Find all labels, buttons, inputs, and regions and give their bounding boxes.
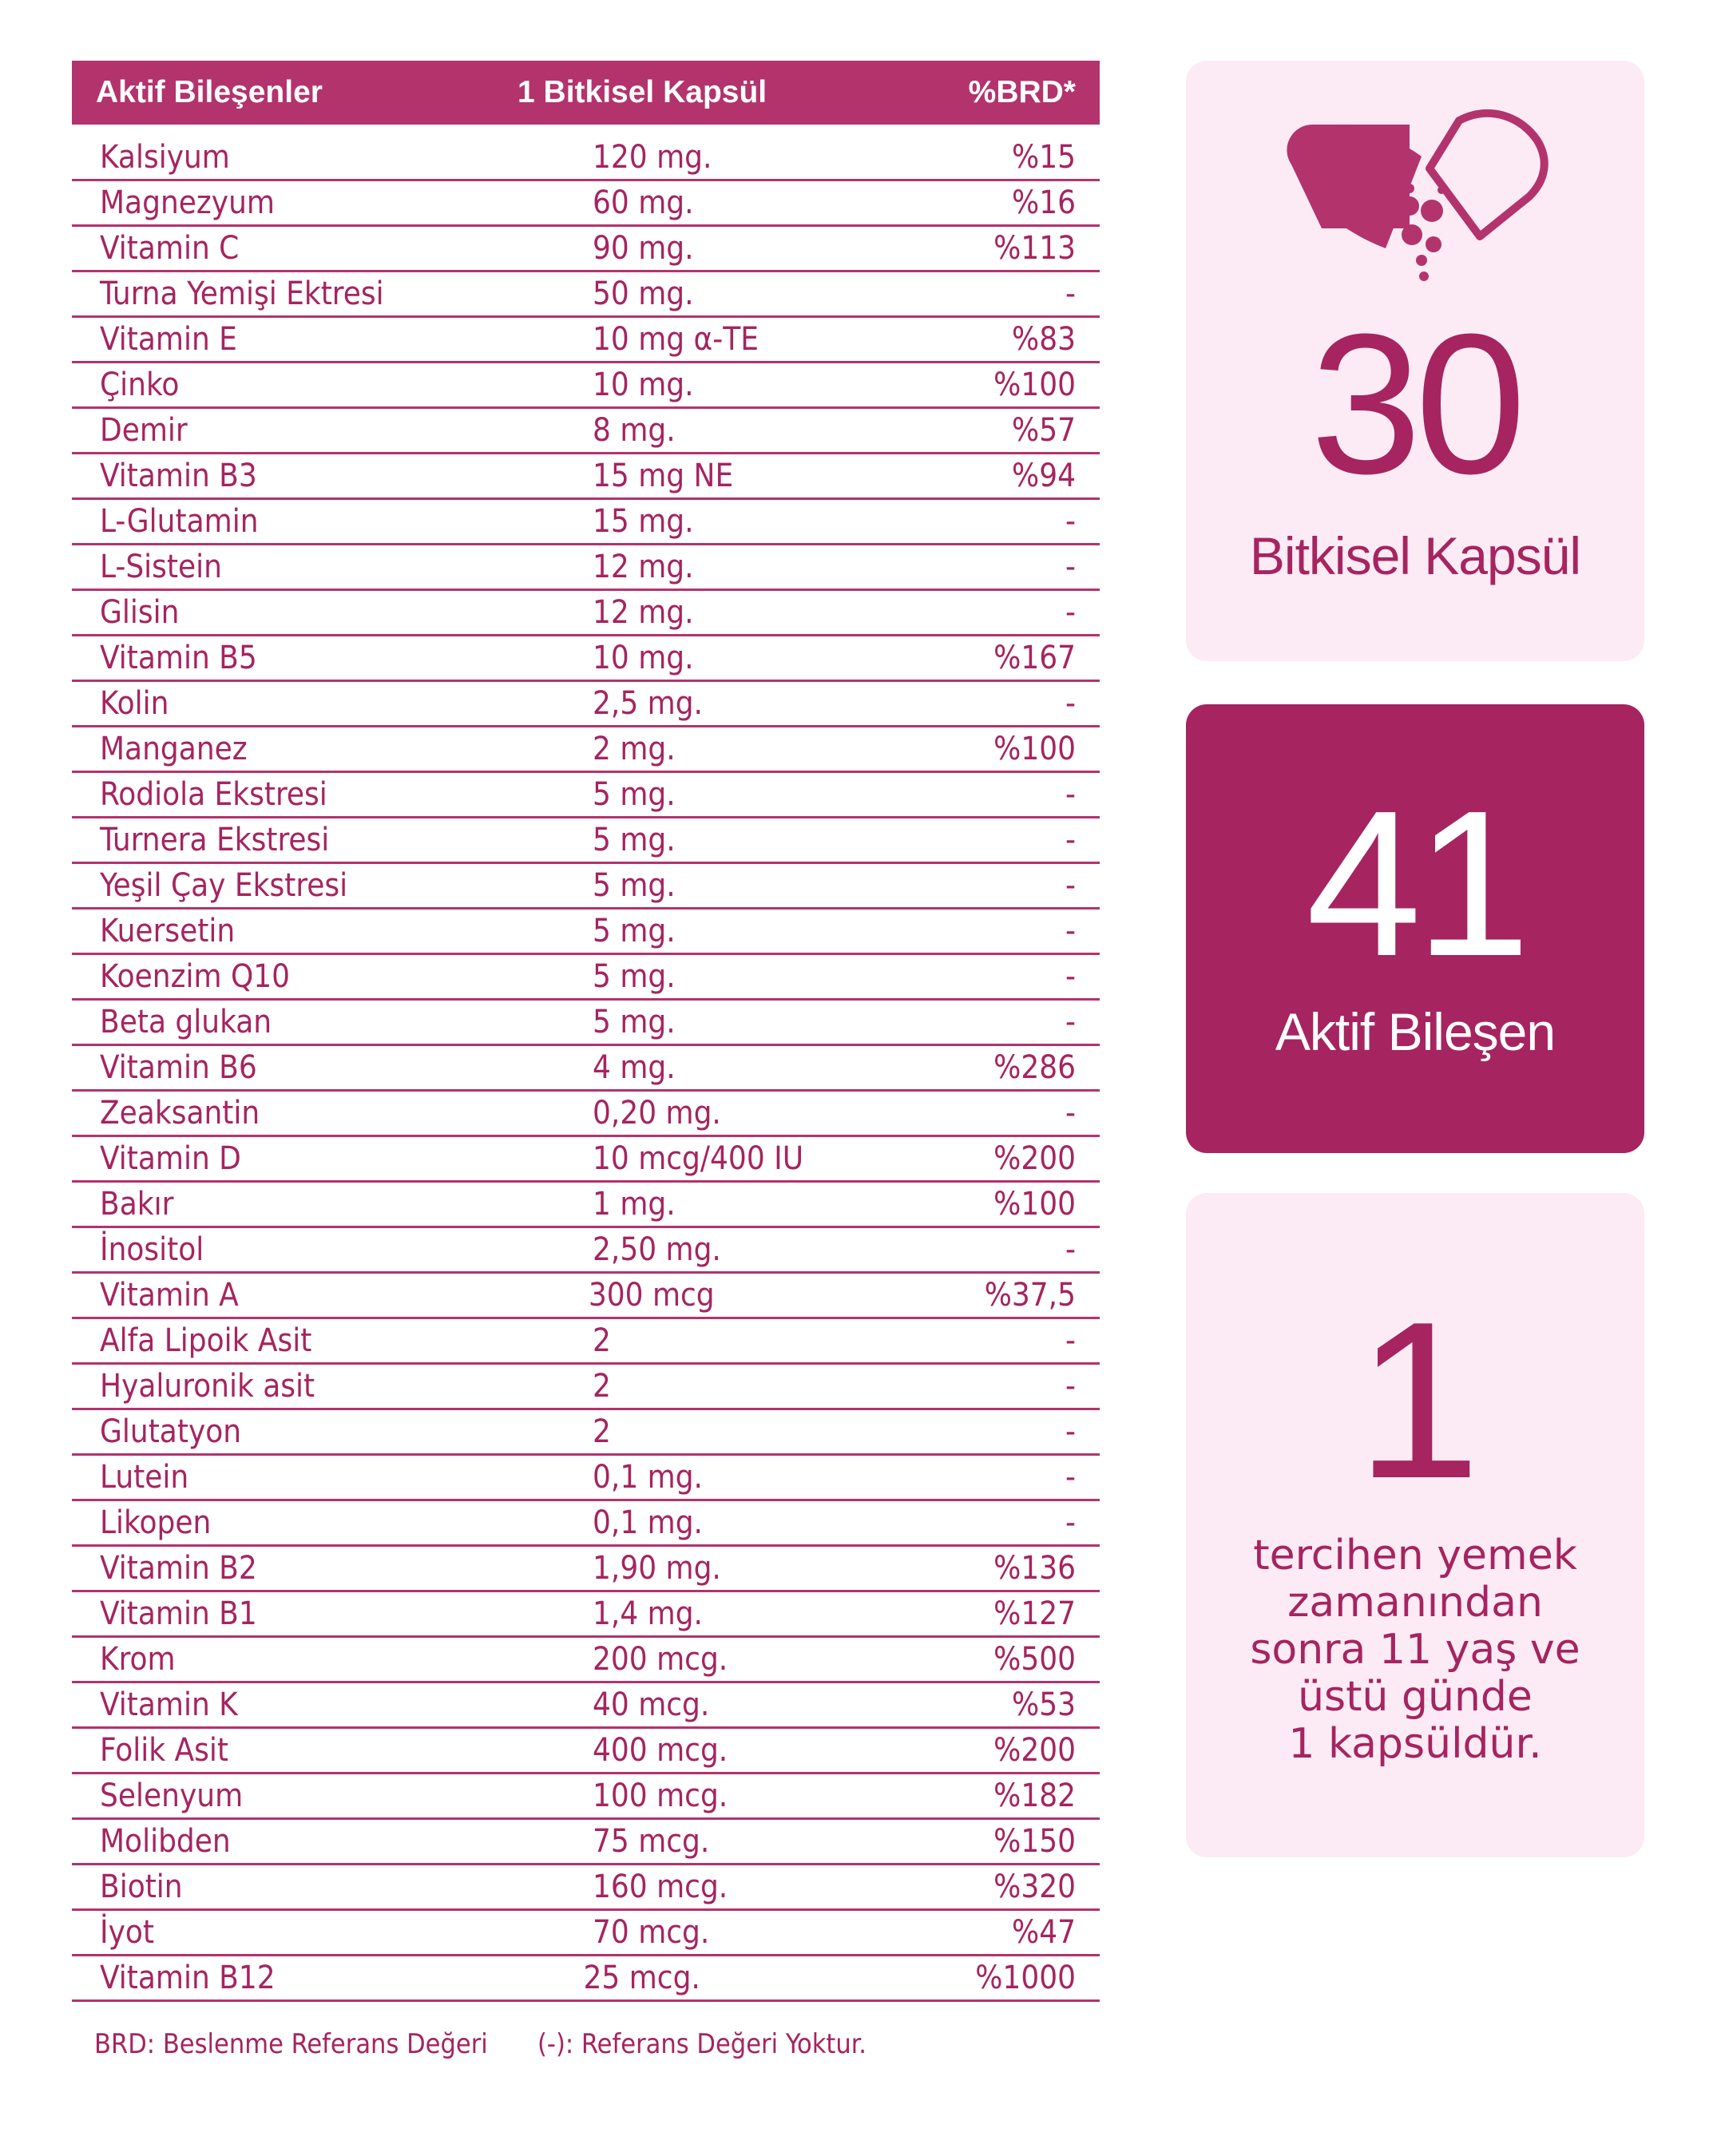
ingredient-brd: %37,5 [984, 1277, 1076, 1314]
ingredients-table [72, 61, 1100, 2002]
ingredient-name: Demir [100, 412, 188, 449]
dosage-line: zamanından [1287, 1579, 1543, 1627]
table-row [72, 682, 1100, 727]
ingredient-name: Kuersetin [100, 913, 236, 949]
table-row [72, 1729, 1100, 1774]
ingredient-brd: - [1065, 1459, 1076, 1496]
ingredient-brd: - [1065, 1413, 1076, 1450]
ingredient-brd: %100 [993, 367, 1076, 403]
ingredient-name: Kolin [100, 685, 169, 722]
ingredient-brd: - [1065, 1322, 1076, 1359]
table-row [72, 1319, 1100, 1365]
ingredient-brd: %150 [993, 1823, 1076, 1860]
ingredient-name: Beta glukan [100, 1004, 272, 1040]
table-row [72, 955, 1100, 1001]
ingredient-name: Vitamin A [100, 1277, 239, 1314]
table-row [72, 1410, 1100, 1456]
ingredient-brd: - [1065, 549, 1076, 585]
ingredient-name: Molibden [100, 1823, 231, 1860]
ingredient-name: Turna Yemişi Ektresi [100, 275, 384, 312]
footnote-dash: (-): Referans Değeri Yoktur. [537, 2028, 866, 2060]
table-row [72, 1001, 1100, 1046]
table-row [72, 1956, 1100, 2002]
ingredient-name: Lutein [100, 1459, 189, 1496]
ingredient-amount: 400 mcg. [593, 1732, 728, 1769]
dosage-text [1186, 1532, 1644, 1768]
table-row [72, 1774, 1100, 1820]
ingredient-name: Vitamin B3 [100, 458, 257, 494]
table-row [72, 272, 1100, 318]
ingredient-amount: 15 mg NE [593, 458, 734, 494]
ingredient-brd: %167 [993, 640, 1076, 676]
table-row [72, 1592, 1100, 1638]
table-row [72, 227, 1100, 272]
ingredient-label: Aktif Bileşen [1275, 1002, 1556, 1061]
ingredient-brd: %94 [1012, 458, 1076, 494]
table-row [72, 864, 1100, 910]
ingredient-name: Hyaluronik asit [100, 1368, 315, 1405]
ingredient-amount: 10 mg. [593, 367, 694, 403]
ingredient-brd: - [1065, 776, 1076, 813]
ingredient-brd: %100 [993, 731, 1076, 767]
ingredient-name: Çinko [100, 367, 180, 403]
table-row [72, 636, 1100, 682]
ingredient-amount: 5 mg. [593, 776, 676, 813]
ingredient-brd: - [1065, 1504, 1076, 1541]
ingredient-amount: 12 mg. [593, 594, 694, 631]
table-row [72, 591, 1100, 636]
ingredient-amount: 0,1 mg. [593, 1459, 703, 1496]
ingredient-brd: %113 [993, 230, 1076, 267]
ingredient-name: Zeaksantin [100, 1095, 260, 1132]
ingredient-name: Alfa Lipoik Asit [100, 1322, 312, 1359]
ingredient-brd: - [1065, 1231, 1076, 1268]
ingredient-count: 41 [1306, 768, 1525, 1000]
ingredient-brd: %57 [1012, 412, 1076, 449]
header-ingredient: Aktif Bileşenler [96, 75, 323, 109]
ingredient-brd: %286 [993, 1049, 1076, 1086]
table-header [72, 61, 1100, 125]
ingredient-amount: 5 mg. [593, 1004, 676, 1040]
table-row [72, 1638, 1100, 1683]
ingredient-name: Biotin [100, 1869, 183, 1905]
ingredient-brd: %100 [993, 1186, 1076, 1223]
dosage-count: 1 [1356, 1276, 1474, 1525]
ingredient-brd: - [1065, 867, 1076, 904]
ingredient-amount: 50 mg. [593, 275, 694, 312]
table-row [72, 363, 1100, 409]
ingredient-name: Folik Asit [100, 1732, 229, 1769]
table-row [72, 454, 1100, 500]
ingredient-brd: %15 [1012, 139, 1076, 176]
table-row [72, 1046, 1100, 1092]
ingredient-name: Rodiola Ekstresi [100, 776, 327, 813]
table-row [72, 545, 1100, 591]
capsule-label: Bitkisel Kapsül [1249, 526, 1581, 585]
dosage-line: tercihen yemek [1253, 1532, 1577, 1579]
table-row [72, 318, 1100, 363]
table-row [72, 1865, 1100, 1911]
table-row [72, 1456, 1100, 1501]
header-amount: 1 Bitkisel Kapsül [518, 75, 767, 109]
ingredient-brd: - [1065, 1095, 1076, 1132]
ingredient-amount: 40 mcg. [593, 1686, 710, 1723]
dosage-line: sonra 11 yaş ve [1250, 1626, 1580, 1674]
ingredient-brd: %200 [993, 1732, 1076, 1769]
ingredient-brd: %1000 [975, 1960, 1076, 1996]
ingredient-amount: 90 mg. [593, 230, 694, 267]
ingredient-brd: - [1065, 503, 1076, 540]
ingredient-name: Vitamin B5 [100, 640, 257, 676]
table-row [72, 1183, 1100, 1228]
ingredient-name: Vitamin C [100, 230, 240, 267]
ingredient-amount: 5 mg. [593, 913, 676, 949]
ingredient-name: Selenyum [100, 1778, 244, 1814]
table-row [72, 500, 1100, 545]
table-row [72, 1274, 1100, 1319]
ingredient-name: Vitamin E [100, 321, 237, 358]
ingredient-brd: - [1065, 594, 1076, 631]
dosage-panel [1186, 1193, 1644, 1857]
table-row [72, 1365, 1100, 1410]
ingredient-amount: 2 [593, 1413, 611, 1450]
ingredient-name: Vitamin D [100, 1140, 241, 1177]
ingredient-amount: 160 mcg. [593, 1869, 728, 1905]
ingredient-name: Turnera Ekstresi [100, 822, 330, 858]
table-row [72, 1683, 1100, 1729]
ingredient-amount: 10 mg. [593, 640, 694, 676]
ingredient-brd: - [1065, 913, 1076, 949]
ingredient-name: İyot [100, 1914, 155, 1951]
ingredient-brd: %53 [1012, 1686, 1076, 1723]
ingredient-brd: - [1065, 275, 1076, 312]
ingredient-amount: 300 mcg [588, 1277, 715, 1314]
ingredient-name: Yeşil Çay Ekstresi [100, 867, 348, 904]
ingredient-amount: 2 mg. [593, 731, 676, 767]
ingredient-amount: 70 mcg. [593, 1914, 710, 1951]
ingredient-amount: 12 mg. [593, 549, 694, 585]
ingredient-name: L-Sistein [100, 549, 222, 585]
ingredient-amount: 5 mg. [593, 958, 676, 995]
ingredient-brd: - [1065, 822, 1076, 858]
ingredient-name: Bakır [100, 1186, 174, 1223]
ingredient-brd: %136 [993, 1550, 1076, 1587]
ingredient-amount: 1 mg. [593, 1186, 676, 1223]
table-row [72, 1501, 1100, 1547]
table-row [72, 727, 1100, 773]
ingredient-amount: 100 mcg. [593, 1778, 728, 1814]
ingredient-brd: %320 [993, 1869, 1076, 1905]
ingredient-brd: %47 [1012, 1914, 1076, 1951]
ingredient-brd: %200 [993, 1140, 1076, 1177]
ingredient-brd: %182 [993, 1778, 1076, 1814]
table-row [72, 1547, 1100, 1592]
ingredient-amount: 2 [593, 1322, 611, 1359]
table-row [72, 409, 1100, 454]
ingredient-name: Magnezyum [100, 184, 275, 221]
table-row [72, 1228, 1100, 1274]
ingredient-amount: 2,5 mg. [593, 685, 703, 722]
ingredient-name: Manganez [100, 731, 248, 767]
ingredient-name: Glisin [100, 594, 180, 631]
ingredient-name: Vitamin B2 [100, 1550, 257, 1587]
ingredient-amount: 5 mg. [593, 822, 676, 858]
ingredient-amount: 15 mg. [593, 503, 694, 540]
ingredient-brd: - [1065, 958, 1076, 995]
ingredient-amount: 120 mg. [593, 139, 712, 176]
ingredient-name: İnositol [100, 1231, 204, 1268]
capsule-icon [1282, 109, 1569, 300]
ingredient-amount: 10 mcg/400 IU [593, 1140, 804, 1177]
table-row [72, 136, 1100, 181]
ingredient-amount: 1,4 mg. [593, 1595, 703, 1632]
table-row [72, 1137, 1100, 1183]
table-row [72, 1092, 1100, 1137]
ingredient-amount: 1,90 mg. [593, 1550, 721, 1587]
ingredient-brd: %16 [1012, 184, 1076, 221]
table-row [72, 818, 1100, 864]
ingredient-name: Vitamin B1 [100, 1595, 257, 1632]
footnote-brd: BRD: Beslenme Referans Değeri [94, 2028, 488, 2060]
table-row [72, 1911, 1100, 1956]
ingredient-name: Vitamin K [100, 1686, 238, 1723]
ingredient-amount: 2,50 mg. [593, 1231, 721, 1268]
ingredient-brd: %500 [993, 1641, 1076, 1678]
table-row [72, 1820, 1100, 1865]
ingredient-brd: - [1065, 1368, 1076, 1405]
ingredient-amount: 75 mcg. [593, 1823, 710, 1860]
ingredient-amount: 2 [593, 1368, 611, 1405]
ingredient-name: Kalsiyum [100, 139, 230, 176]
ingredient-amount: 8 mg. [593, 412, 676, 449]
ingredient-brd: %127 [993, 1595, 1076, 1632]
table-row [72, 773, 1100, 818]
ingredient-name: Krom [100, 1641, 176, 1678]
ingredient-count-panel [1186, 704, 1644, 1153]
table-row [72, 910, 1100, 955]
ingredient-amount: 10 mg α-TE [593, 321, 759, 358]
ingredient-name: Koenzim Q10 [100, 958, 291, 995]
capsule-count-panel [1186, 61, 1644, 661]
ingredient-amount: 25 mcg. [583, 1960, 700, 1996]
capsule-count: 30 [1310, 292, 1521, 515]
header-brd: %BRD* [968, 75, 1076, 109]
dosage-line: üstü günde [1298, 1673, 1533, 1721]
ingredient-name: Glutatyon [100, 1413, 242, 1450]
table-row [72, 181, 1100, 227]
ingredient-name: Likopen [100, 1504, 212, 1541]
ingredient-amount: 5 mg. [593, 867, 676, 904]
ingredient-amount: 60 mg. [593, 184, 694, 221]
ingredient-amount: 4 mg. [593, 1049, 676, 1086]
table-body [72, 136, 1100, 2002]
ingredient-name: Vitamin B6 [100, 1049, 257, 1086]
ingredient-name: Vitamin B12 [100, 1960, 276, 1996]
ingredient-amount: 0,1 mg. [593, 1504, 703, 1541]
ingredient-amount: 200 mcg. [593, 1641, 728, 1678]
ingredient-name: L-Glutamin [100, 503, 259, 540]
ingredient-brd: - [1065, 685, 1076, 722]
ingredient-brd: %83 [1012, 321, 1076, 358]
ingredient-amount: 0,20 mg. [593, 1095, 721, 1132]
dosage-line: 1 kapsüldür. [1288, 1720, 1542, 1768]
ingredient-brd: - [1065, 1004, 1076, 1040]
